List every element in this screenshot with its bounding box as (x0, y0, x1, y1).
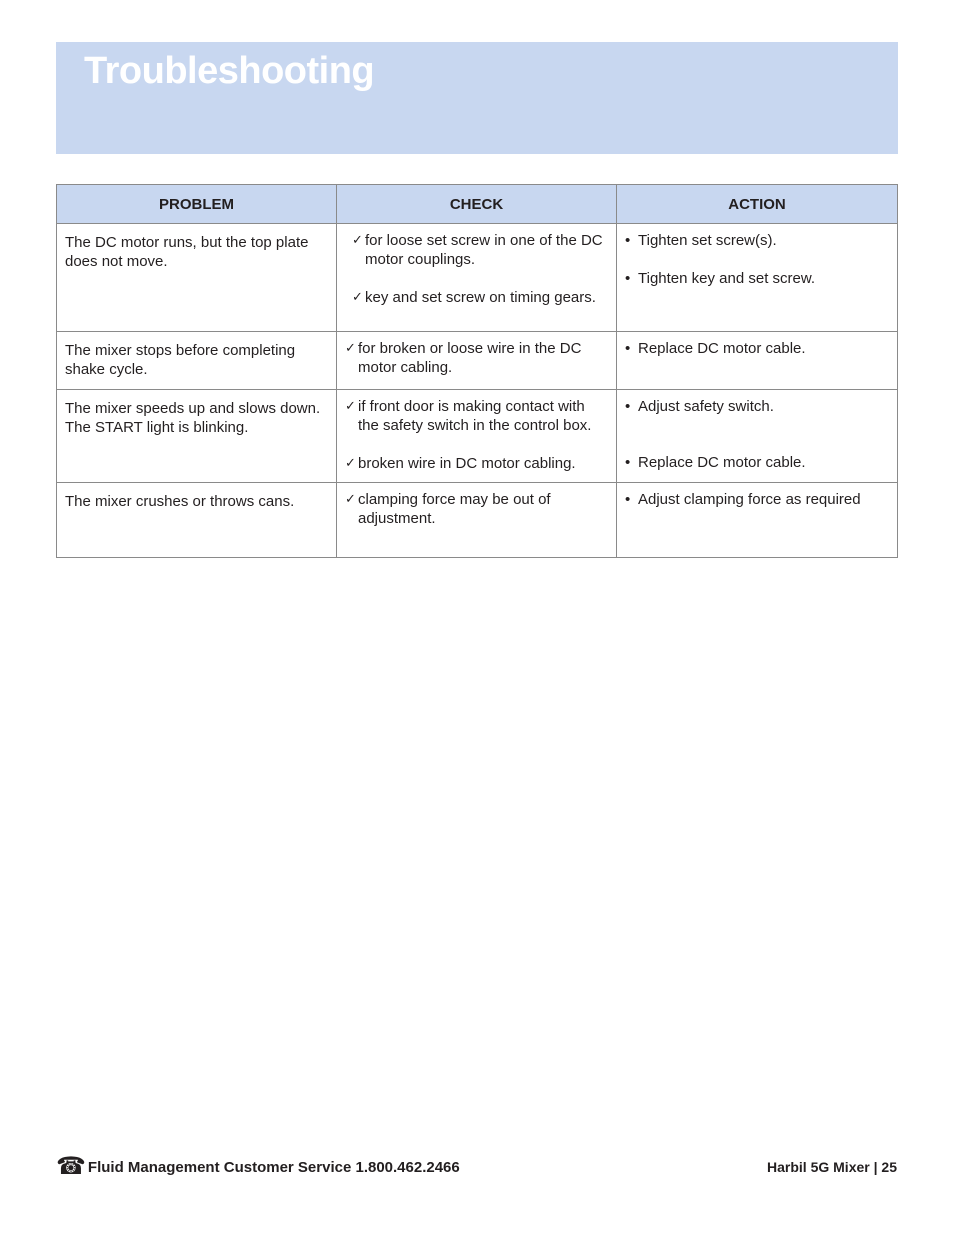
table-row (57, 483, 898, 558)
checkmark-icon: ✓ (345, 341, 356, 356)
check-item (352, 288, 608, 307)
bullet-icon: • (625, 232, 631, 249)
check-text: for loose set screw in one of the DC motor couplings. (365, 232, 603, 268)
check-item (345, 339, 608, 377)
action-text: Replace DC motor cable. (638, 454, 806, 471)
check-item (345, 397, 608, 435)
checkmark-icon: ✓ (345, 456, 356, 471)
header-problem: PROBLEM (57, 185, 337, 224)
bullet-icon: • (625, 340, 631, 357)
bullet-icon: • (625, 270, 631, 287)
action-item (625, 490, 889, 509)
footer-page-ref: Harbil 5G Mixer | 25 (767, 1159, 897, 1175)
service-text: Fluid Management Customer Service 1.800.462.2466 (87, 1159, 460, 1176)
check-item (352, 231, 608, 269)
check-item (345, 454, 608, 473)
action-item (625, 231, 889, 250)
problem-cell (57, 483, 337, 558)
troubleshooting-table (56, 184, 898, 558)
action-text: Tighten set screw(s). (638, 232, 777, 249)
problem-cell (57, 390, 337, 483)
check-cell (337, 483, 617, 558)
problem-text: The mixer stops before completing shake cycle. (65, 342, 296, 378)
bullet-icon: • (625, 398, 631, 415)
checkmark-icon: ✓ (352, 290, 363, 305)
checkmark-icon: ✓ (352, 233, 363, 248)
page-title: Troubleshooting (84, 50, 375, 92)
check-item (345, 490, 608, 528)
action-item (625, 269, 889, 288)
action-cell (617, 224, 898, 332)
check-text: broken wire in DC motor cabling. (358, 455, 576, 472)
checkmark-icon: ✓ (345, 399, 356, 414)
header-action: ACTION (617, 185, 898, 224)
problem-text: The mixer speeds up and slows down. The START light is blinking. (65, 400, 321, 436)
check-cell (337, 332, 617, 390)
phone-icon: ☎ (56, 1152, 86, 1180)
check-cell (337, 224, 617, 332)
table-row (57, 224, 898, 332)
checkmark-icon: ✓ (345, 492, 356, 507)
action-text: Tighten key and set screw. (638, 270, 816, 287)
action-text: Adjust clamping force as required (638, 491, 861, 508)
action-item (625, 453, 889, 472)
action-text: Replace DC motor cable. (638, 340, 806, 357)
check-cell (337, 390, 617, 483)
table-row (57, 390, 898, 483)
problem-text: The mixer crushes or throws cans. (65, 493, 295, 510)
action-text: Adjust safety switch. (638, 398, 774, 415)
action-item (625, 397, 889, 416)
table-header-row (57, 185, 898, 224)
bullet-icon: • (625, 454, 631, 471)
check-text: for broken or loose wire in the DC motor cabling. (358, 340, 582, 376)
action-cell (617, 390, 898, 483)
action-cell (617, 332, 898, 390)
problem-text: The DC motor runs, but the top plate does not move. (65, 234, 309, 270)
action-item (625, 339, 889, 358)
check-text: key and set screw on timing gears. (365, 289, 596, 306)
table-row (57, 332, 898, 390)
footer-customer-service (56, 1152, 460, 1180)
check-text: clamping force may be out of adjustment. (358, 491, 551, 527)
check-text: if front door is making contact with the safety switch in the control box. (358, 398, 592, 434)
header-check: CHECK (337, 185, 617, 224)
problem-cell (57, 224, 337, 332)
title-banner (56, 42, 898, 154)
bullet-icon: • (625, 491, 631, 508)
problem-cell (57, 332, 337, 390)
action-cell (617, 483, 898, 558)
